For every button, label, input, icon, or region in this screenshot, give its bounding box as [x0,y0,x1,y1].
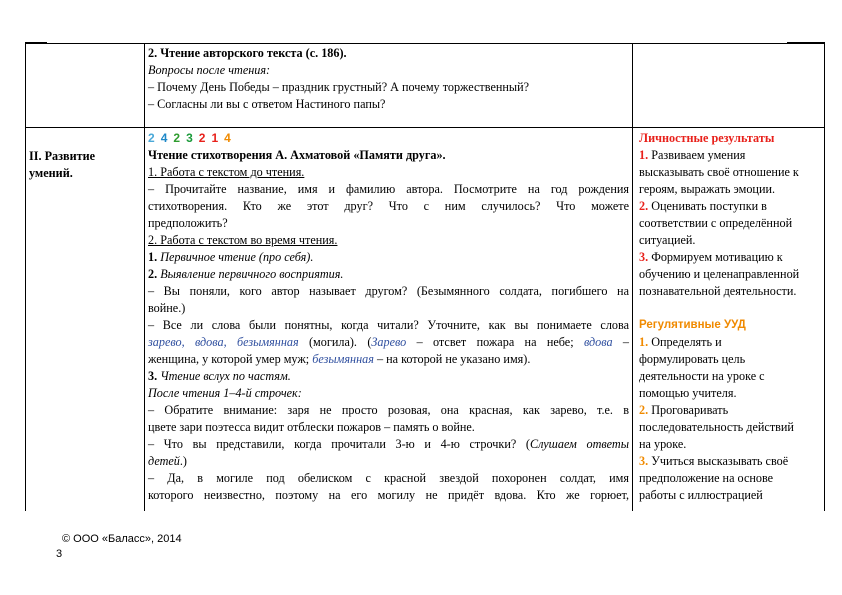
text-line: стихотворения. Кто же этот друг? Что с ним случилось? Что можете [148,199,629,213]
text-line: – Обратите внимание: заря не просто розовая, она красная, как зарево, т.е. в [148,403,629,417]
after-reading-label: После чтения 1–4-й строчек: [148,386,302,400]
results-title: Личностные результаты [639,131,775,145]
page-number: 3 [56,548,63,560]
result-line: помощью учителя. [639,386,737,400]
text-line: – Что вы представили, когда прочитали 3-ю и 4-ю строчки? (Слушаем ответы [148,437,629,451]
row1-question: – Почему День Победы – праздник грустный? А почему торжественный? [148,80,530,94]
result-line: 2. Оценивать поступки в [639,199,767,213]
text-line: цвете зари поэтесса видит отблески пожаров – память о войне. [148,420,475,434]
result-line: работы с иллюстрацией [639,488,763,502]
results-column [633,130,826,504]
result-line: 3. Формируем мотивацию к [639,250,783,264]
skill-number: 4 [224,131,231,145]
skill-number: 2 [198,131,206,145]
text-line: зарево, вдова, безымянная (могила). (Зарево – отсвет пожара на небе; вдова – [148,335,629,349]
text-line: войне.) [148,301,186,315]
section-heading: 1. Работа с текстом до чтения. [148,165,305,179]
row1-question: – Согласны ли вы с ответом Настиного папы? [148,97,386,111]
skill-number: 3 [186,131,193,145]
result-line: последовательность действий [639,420,794,434]
stage-label: II. Развитие умений. [29,149,96,180]
result-line: познавательной деятельности. [639,284,797,298]
text-line: – Вы поняли, кого автор называет другом? (Безымянного солдата, погибшего на [148,284,629,298]
result-line: 1. Развиваем умения [639,148,746,162]
copyright: © ООО «Баласс», 2014 [62,533,182,545]
skill-number: 2 [148,131,155,145]
regulative-title: Регулятивные УУД [639,319,746,331]
lesson-table [25,43,825,511]
step-line: 1. Первичное чтение (про себя). [148,250,314,264]
result-line: 3. Учиться высказывать своё [639,454,789,468]
result-line: героям, выражать эмоции. [639,182,776,196]
result-line: обучению и целенаправленной [639,267,800,281]
text-line: женщина, у которой умер муж; безымянная – на которой не указано имя). [148,352,531,366]
section-heading: 2. Работа с текстом во время чтения. [148,233,338,247]
result-line: 2. Проговаривать [639,403,729,417]
skill-number: 4 [160,131,168,145]
result-line: соответствии с определённой [639,216,793,230]
result-line: формулировать цель [639,352,746,366]
row1-content [145,45,631,113]
result-line: ситуацией. [639,233,696,247]
skill-number: 2 [173,131,181,145]
row1-heading: 2. Чтение авторского текста (с. 186). [148,46,347,60]
text-line: – Да, в могиле под обелиском с красной звездой похоронен солдат, имя [148,471,629,485]
row2-content [145,130,631,504]
text-line: которого неизвестно, поэтому на его могилу не придёт вдова. Кто же горюет, [148,488,629,502]
result-line: деятельности на уроке с [639,369,765,383]
text-line: – Все ли слова были понятны, когда читали? Уточните, как вы понимаете слова [148,318,629,332]
step-line: 2. Выявление первичного восприятия. [148,267,344,281]
result-line: высказывать своё отношение к [639,165,799,179]
skill-numbers [148,130,629,147]
result-line: 1. Определять и [639,335,722,349]
text-line: – Прочитайте название, имя и фамилию автора. Посмотрите на год рождения [148,182,629,196]
result-line: предположение на основе [639,471,774,485]
skill-number: 1 [211,131,219,145]
step-line: 3. Чтение вслух по частям. [148,369,291,383]
poem-title: Чтение стихотворения А. Ахматовой «Памяти друга». [148,148,446,162]
text-line: детей.) [148,454,187,468]
row-divider [26,127,824,128]
result-line: на уроке. [639,437,687,451]
row1-subheading: Вопросы после чтения: [148,63,271,77]
text-line: предположить? [148,216,228,230]
